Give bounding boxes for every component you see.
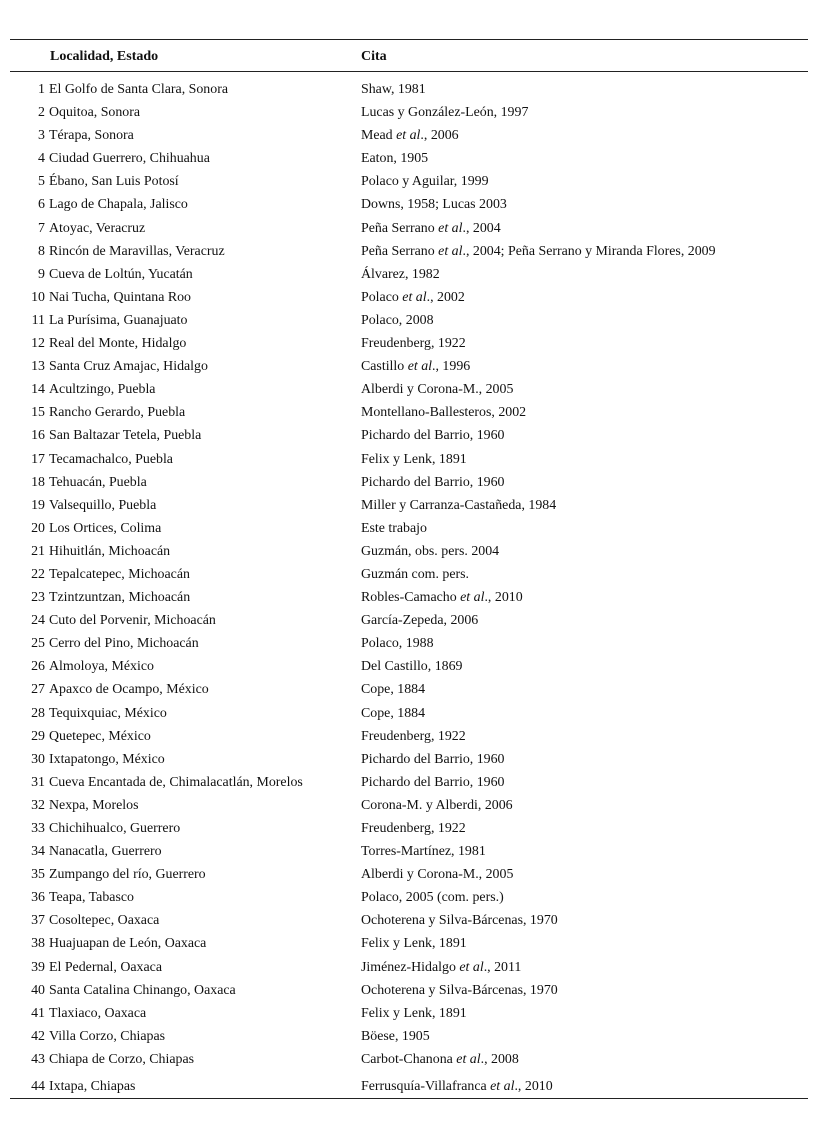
row-cita [361, 1027, 430, 1047]
cita-segment: Alberdi y Corona-M., 2005 [361, 382, 514, 398]
table-row [0, 450, 820, 473]
row-number: 19 [31, 497, 45, 513]
cita-segment: Montellano-Ballesteros, 2002 [361, 405, 527, 421]
cita-segment: ., 2002 [426, 289, 465, 305]
row-cita [361, 773, 505, 793]
cita-italic-segment: et al [407, 359, 433, 375]
row-cita [361, 103, 528, 123]
row-localidad: Los Ortices, Colima [49, 520, 162, 536]
table-top-rule [10, 39, 808, 40]
row-localidad: Nexpa, Morelos [49, 797, 139, 813]
row-cita [361, 426, 505, 446]
header-rule [10, 71, 808, 72]
row-number: 44 [31, 1079, 45, 1095]
table-row [0, 611, 820, 634]
cita-italic-segment: et al [459, 959, 484, 975]
row-number: 34 [31, 844, 45, 860]
row-localidad: Cerro del Pino, Michoacán [49, 636, 199, 652]
row-localidad: Santa Cruz Amajac, Hidalgo [49, 359, 208, 375]
table-row [0, 727, 820, 750]
cita-segment: ., 2008 [480, 1051, 519, 1067]
row-number: 24 [31, 613, 45, 629]
row-cita [361, 195, 507, 215]
row-localidad: Tzintzuntzan, Michoacán [49, 590, 191, 606]
cita-segment: Mead [361, 128, 397, 144]
cita-segment: ., 1996 [432, 359, 471, 375]
cita-segment: ., 2011 [483, 959, 522, 975]
table-row [0, 588, 820, 611]
cita-segment: ., 2010 [484, 590, 523, 606]
row-number: 23 [31, 590, 45, 606]
row-cita [361, 380, 513, 400]
row-localidad: Hihuitlán, Michoacán [49, 543, 171, 559]
table-row [0, 519, 820, 542]
cita-segment: Miller y Carranza-Castañeda, 1984 [361, 497, 557, 513]
table-row [0, 288, 820, 311]
row-number: 29 [31, 728, 45, 744]
row-localidad: Cuto del Porvenir, Michoacán [49, 613, 216, 629]
table-row [0, 149, 820, 172]
row-localidad: El Golfo de Santa Clara, Sonora [49, 82, 228, 97]
row-number: 37 [31, 913, 45, 929]
row-localidad: Real del Monte, Hidalgo [49, 336, 187, 352]
cita-italic-segment: et al [438, 220, 463, 236]
row-number: 10 [31, 289, 45, 305]
cita-segment: Downs, 1958; Lucas 2003 [361, 197, 507, 213]
row-cita [361, 473, 505, 493]
cita-italic-segment: et al [396, 128, 421, 144]
table-row [0, 473, 820, 496]
row-number: 2 [38, 105, 45, 121]
table-row [0, 496, 820, 519]
cita-segment: Guzmán com. pers. [361, 566, 470, 582]
row-cita [361, 542, 499, 562]
cita-segment: Cope, 1884 [361, 682, 426, 698]
cita-segment: Felix y Lenk, 1891 [361, 1005, 467, 1021]
row-cita [361, 680, 425, 700]
table-row [0, 426, 820, 449]
row-cita [361, 403, 526, 423]
cita-segment: Este trabajo [361, 520, 427, 536]
row-number: 20 [31, 520, 45, 536]
row-number: 25 [31, 636, 45, 652]
row-cita [361, 80, 426, 100]
cita-segment: Robles-Camacho [361, 590, 461, 606]
cita-segment: Polaco, 2008 [361, 312, 434, 328]
row-localidad: Ixtapa, Chiapas [49, 1079, 136, 1095]
row-number: 14 [31, 382, 45, 398]
row-cita [361, 1077, 553, 1097]
row-number: 8 [38, 243, 45, 259]
row-localidad: Acultzingo, Puebla [49, 382, 156, 398]
table-row [0, 219, 820, 242]
row-cita [361, 311, 434, 331]
table-row [0, 403, 820, 426]
row-cita [361, 911, 558, 931]
cita-segment: Pichardo del Barrio, 1960 [361, 774, 505, 790]
row-cita [361, 634, 434, 654]
cita-italic-segment: et al [456, 1051, 481, 1067]
row-cita [361, 727, 466, 747]
cita-segment: Peña Serrano [361, 243, 439, 259]
row-localidad: Rancho Gerardo, Puebla [49, 405, 186, 421]
row-cita [361, 149, 428, 169]
row-localidad: Cueva de Loltún, Yucatán [49, 266, 193, 282]
row-number: 22 [31, 566, 45, 582]
row-localidad: Apaxco de Ocampo, México [49, 682, 209, 698]
cita-segment: ., 2004 [462, 220, 501, 236]
cita-segment: Freudenberg, 1922 [361, 336, 466, 352]
cita-italic-segment: et al [402, 289, 427, 305]
row-localidad: Santa Catalina Chinango, Oaxaca [49, 982, 236, 998]
cita-segment: Shaw, 1981 [361, 82, 426, 97]
row-cita [361, 172, 489, 192]
cita-segment: ., 2010 [514, 1079, 553, 1095]
cita-segment: Felix y Lenk, 1891 [361, 936, 467, 952]
cita-segment: Pichardo del Barrio, 1960 [361, 428, 505, 444]
row-localidad: Ébano, San Luis Potosí [49, 174, 179, 190]
row-number: 1 [38, 82, 45, 97]
row-cita [361, 865, 513, 885]
row-number: 6 [38, 197, 45, 213]
table-row [0, 311, 820, 334]
table-row [0, 819, 820, 842]
row-number: 21 [31, 543, 45, 559]
row-number: 33 [31, 821, 45, 836]
cita-segment: Guzmán, obs. pers. 2004 [361, 543, 500, 559]
row-localidad: Chichihualco, Guerrero [49, 821, 181, 836]
row-number: 39 [31, 959, 45, 975]
row-cita [361, 704, 425, 724]
table-row [0, 80, 820, 103]
row-number: 4 [38, 151, 45, 167]
row-number: 13 [31, 359, 45, 375]
row-number: 42 [31, 1028, 45, 1044]
row-cita [361, 981, 558, 1001]
table-row [0, 103, 820, 126]
table-row [0, 680, 820, 703]
row-localidad: El Pedernal, Oaxaca [49, 959, 162, 975]
row-number: 40 [31, 982, 45, 998]
row-number: 9 [38, 266, 45, 282]
row-number: 41 [31, 1005, 45, 1021]
cita-segment: Castillo [361, 359, 408, 375]
row-number: 30 [31, 751, 45, 767]
cita-italic-segment: et al [490, 1079, 515, 1095]
table-row [0, 773, 820, 796]
row-cita [361, 496, 556, 516]
row-localidad: Tlaxiaco, Oaxaca [49, 1005, 147, 1021]
row-cita [361, 519, 427, 539]
row-localidad: Zumpango del río, Guerrero [49, 867, 206, 883]
table-row [0, 1050, 820, 1073]
row-number: 17 [31, 451, 45, 467]
row-localidad: Villa Corzo, Chiapas [49, 1028, 166, 1044]
cita-segment: Polaco [361, 289, 403, 305]
row-localidad: Tecamachalco, Puebla [49, 451, 173, 467]
row-localidad: Lago de Chapala, Jalisco [49, 197, 188, 213]
row-number: 16 [31, 428, 45, 444]
row-number: 11 [31, 312, 45, 328]
cita-italic-segment: et al [460, 590, 485, 606]
cita-segment: Felix y Lenk, 1891 [361, 451, 467, 467]
table-row [0, 172, 820, 195]
row-cita [361, 819, 466, 839]
table-row [0, 1004, 820, 1027]
cita-segment: Freudenberg, 1922 [361, 821, 466, 836]
table-row [0, 958, 820, 981]
table-row [0, 1027, 820, 1050]
row-number: 27 [31, 682, 45, 698]
table-row [0, 542, 820, 565]
row-cita [361, 242, 716, 262]
cita-segment: Pichardo del Barrio, 1960 [361, 751, 505, 767]
row-cita [361, 958, 521, 978]
cita-segment: Cope, 1884 [361, 705, 426, 721]
cita-segment: Polaco, 1988 [361, 636, 434, 652]
table-row [0, 1077, 820, 1100]
row-cita [361, 888, 504, 908]
table-body [0, 80, 820, 1100]
row-localidad: Tehuacán, Puebla [49, 474, 147, 490]
row-cita [361, 657, 462, 677]
cita-segment: ., 2004; Peña Serrano y Miranda Flores, 2009 [462, 243, 716, 259]
row-localidad: Tepalcatepec, Michoacán [49, 566, 190, 582]
table-row [0, 750, 820, 773]
row-cita [361, 611, 478, 631]
cita-segment: Polaco y Aguilar, 1999 [361, 174, 489, 190]
row-cita [361, 357, 470, 377]
table-row [0, 634, 820, 657]
row-number: 5 [38, 174, 45, 190]
row-cita [361, 126, 459, 146]
table-row [0, 934, 820, 957]
table-row [0, 380, 820, 403]
row-cita [361, 796, 513, 816]
row-number: 7 [38, 220, 45, 236]
table-row [0, 842, 820, 865]
cita-segment: Lucas y González-León, 1997 [361, 105, 529, 121]
row-localidad: Quetepec, México [49, 728, 151, 744]
row-number: 31 [31, 774, 45, 790]
cita-segment: García-Zepeda, 2006 [361, 613, 479, 629]
row-cita [361, 288, 465, 308]
table-row [0, 888, 820, 911]
header-cita: Cita [361, 49, 387, 64]
row-cita [361, 450, 467, 470]
row-number: 26 [31, 659, 45, 675]
cita-segment: Ochoterena y Silva-Bárcenas, 1970 [361, 913, 558, 929]
cita-segment: Eaton, 1905 [361, 151, 429, 167]
cita-segment: Torres-Martínez, 1981 [361, 844, 486, 860]
cita-segment: Alberdi y Corona-M., 2005 [361, 867, 514, 883]
cita-segment: Corona-M. y Alberdi, 2006 [361, 797, 513, 813]
table-row [0, 704, 820, 727]
cita-segment: Freudenberg, 1922 [361, 728, 466, 744]
table-row [0, 195, 820, 218]
table-row [0, 981, 820, 1004]
row-number: 36 [31, 890, 45, 906]
table-row [0, 126, 820, 149]
row-number: 38 [31, 936, 45, 952]
row-localidad: Rincón de Maravillas, Veracruz [49, 243, 225, 259]
row-localidad: Térapa, Sonora [49, 128, 134, 144]
table-row [0, 265, 820, 288]
row-localidad: Atoyac, Veracruz [49, 220, 146, 236]
table-row [0, 911, 820, 934]
row-cita [361, 1050, 519, 1070]
cita-segment: Pichardo del Barrio, 1960 [361, 474, 505, 490]
cita-segment: Böese, 1905 [361, 1028, 430, 1044]
row-localidad: Almoloya, México [49, 659, 154, 675]
row-localidad: Oquitoa, Sonora [49, 105, 141, 121]
cita-segment: Álvarez, 1982 [361, 266, 440, 282]
cita-segment: Carbot-Chanona [361, 1051, 457, 1067]
row-number: 15 [31, 405, 45, 421]
row-cita [361, 265, 440, 285]
row-localidad: Cosoltepec, Oaxaca [49, 913, 160, 929]
row-localidad: Cueva Encantada de, Chimalacatlán, Morelos [49, 774, 303, 790]
row-localidad: Teapa, Tabasco [49, 890, 134, 906]
cita-segment: ., 2006 [420, 128, 459, 144]
cita-segment: Del Castillo, 1869 [361, 659, 463, 675]
row-number: 12 [31, 336, 45, 352]
table-row [0, 357, 820, 380]
row-cita [361, 842, 486, 862]
row-localidad: San Baltazar Tetela, Puebla [49, 428, 202, 444]
row-cita [361, 750, 505, 770]
row-number: 43 [31, 1051, 45, 1067]
row-number: 35 [31, 867, 45, 883]
row-number: 32 [31, 797, 45, 813]
row-localidad: Nanacatla, Guerrero [49, 844, 162, 860]
row-cita [361, 334, 466, 354]
row-localidad: La Purísima, Guanajuato [49, 312, 188, 328]
cita-segment: Polaco, 2005 (com. pers.) [361, 890, 504, 906]
row-localidad: Chiapa de Corzo, Chiapas [49, 1051, 195, 1067]
row-cita [361, 588, 523, 608]
row-cita [361, 1004, 467, 1024]
cita-segment: Peña Serrano [361, 220, 439, 236]
row-number: 18 [31, 474, 45, 490]
table-row [0, 565, 820, 588]
header-localidad: Localidad, Estado [50, 49, 159, 64]
row-localidad: Nai Tucha, Quintana Roo [49, 289, 191, 305]
cita-segment: Ferrusquía-Villafranca [361, 1079, 491, 1095]
row-number: 3 [38, 128, 45, 144]
cita-italic-segment: et al [438, 243, 463, 259]
table-row [0, 334, 820, 357]
row-cita [361, 934, 467, 954]
row-localidad: Ixtapatongo, México [49, 751, 165, 767]
table-row [0, 796, 820, 819]
row-localidad: Tequixquiac, México [49, 705, 167, 721]
row-number: 28 [31, 705, 45, 721]
table-row [0, 242, 820, 265]
cita-segment: Ochoterena y Silva-Bárcenas, 1970 [361, 982, 558, 998]
cita-segment: Jiménez-Hidalgo [361, 959, 460, 975]
table-bottom-rule [10, 1098, 808, 1099]
row-localidad: Huajuapan de León, Oaxaca [49, 936, 207, 952]
row-localidad: Valsequillo, Puebla [49, 497, 157, 513]
table-row [0, 657, 820, 680]
row-cita [361, 219, 501, 239]
row-cita [361, 565, 469, 585]
table-row [0, 865, 820, 888]
row-localidad: Ciudad Guerrero, Chihuahua [49, 151, 210, 167]
